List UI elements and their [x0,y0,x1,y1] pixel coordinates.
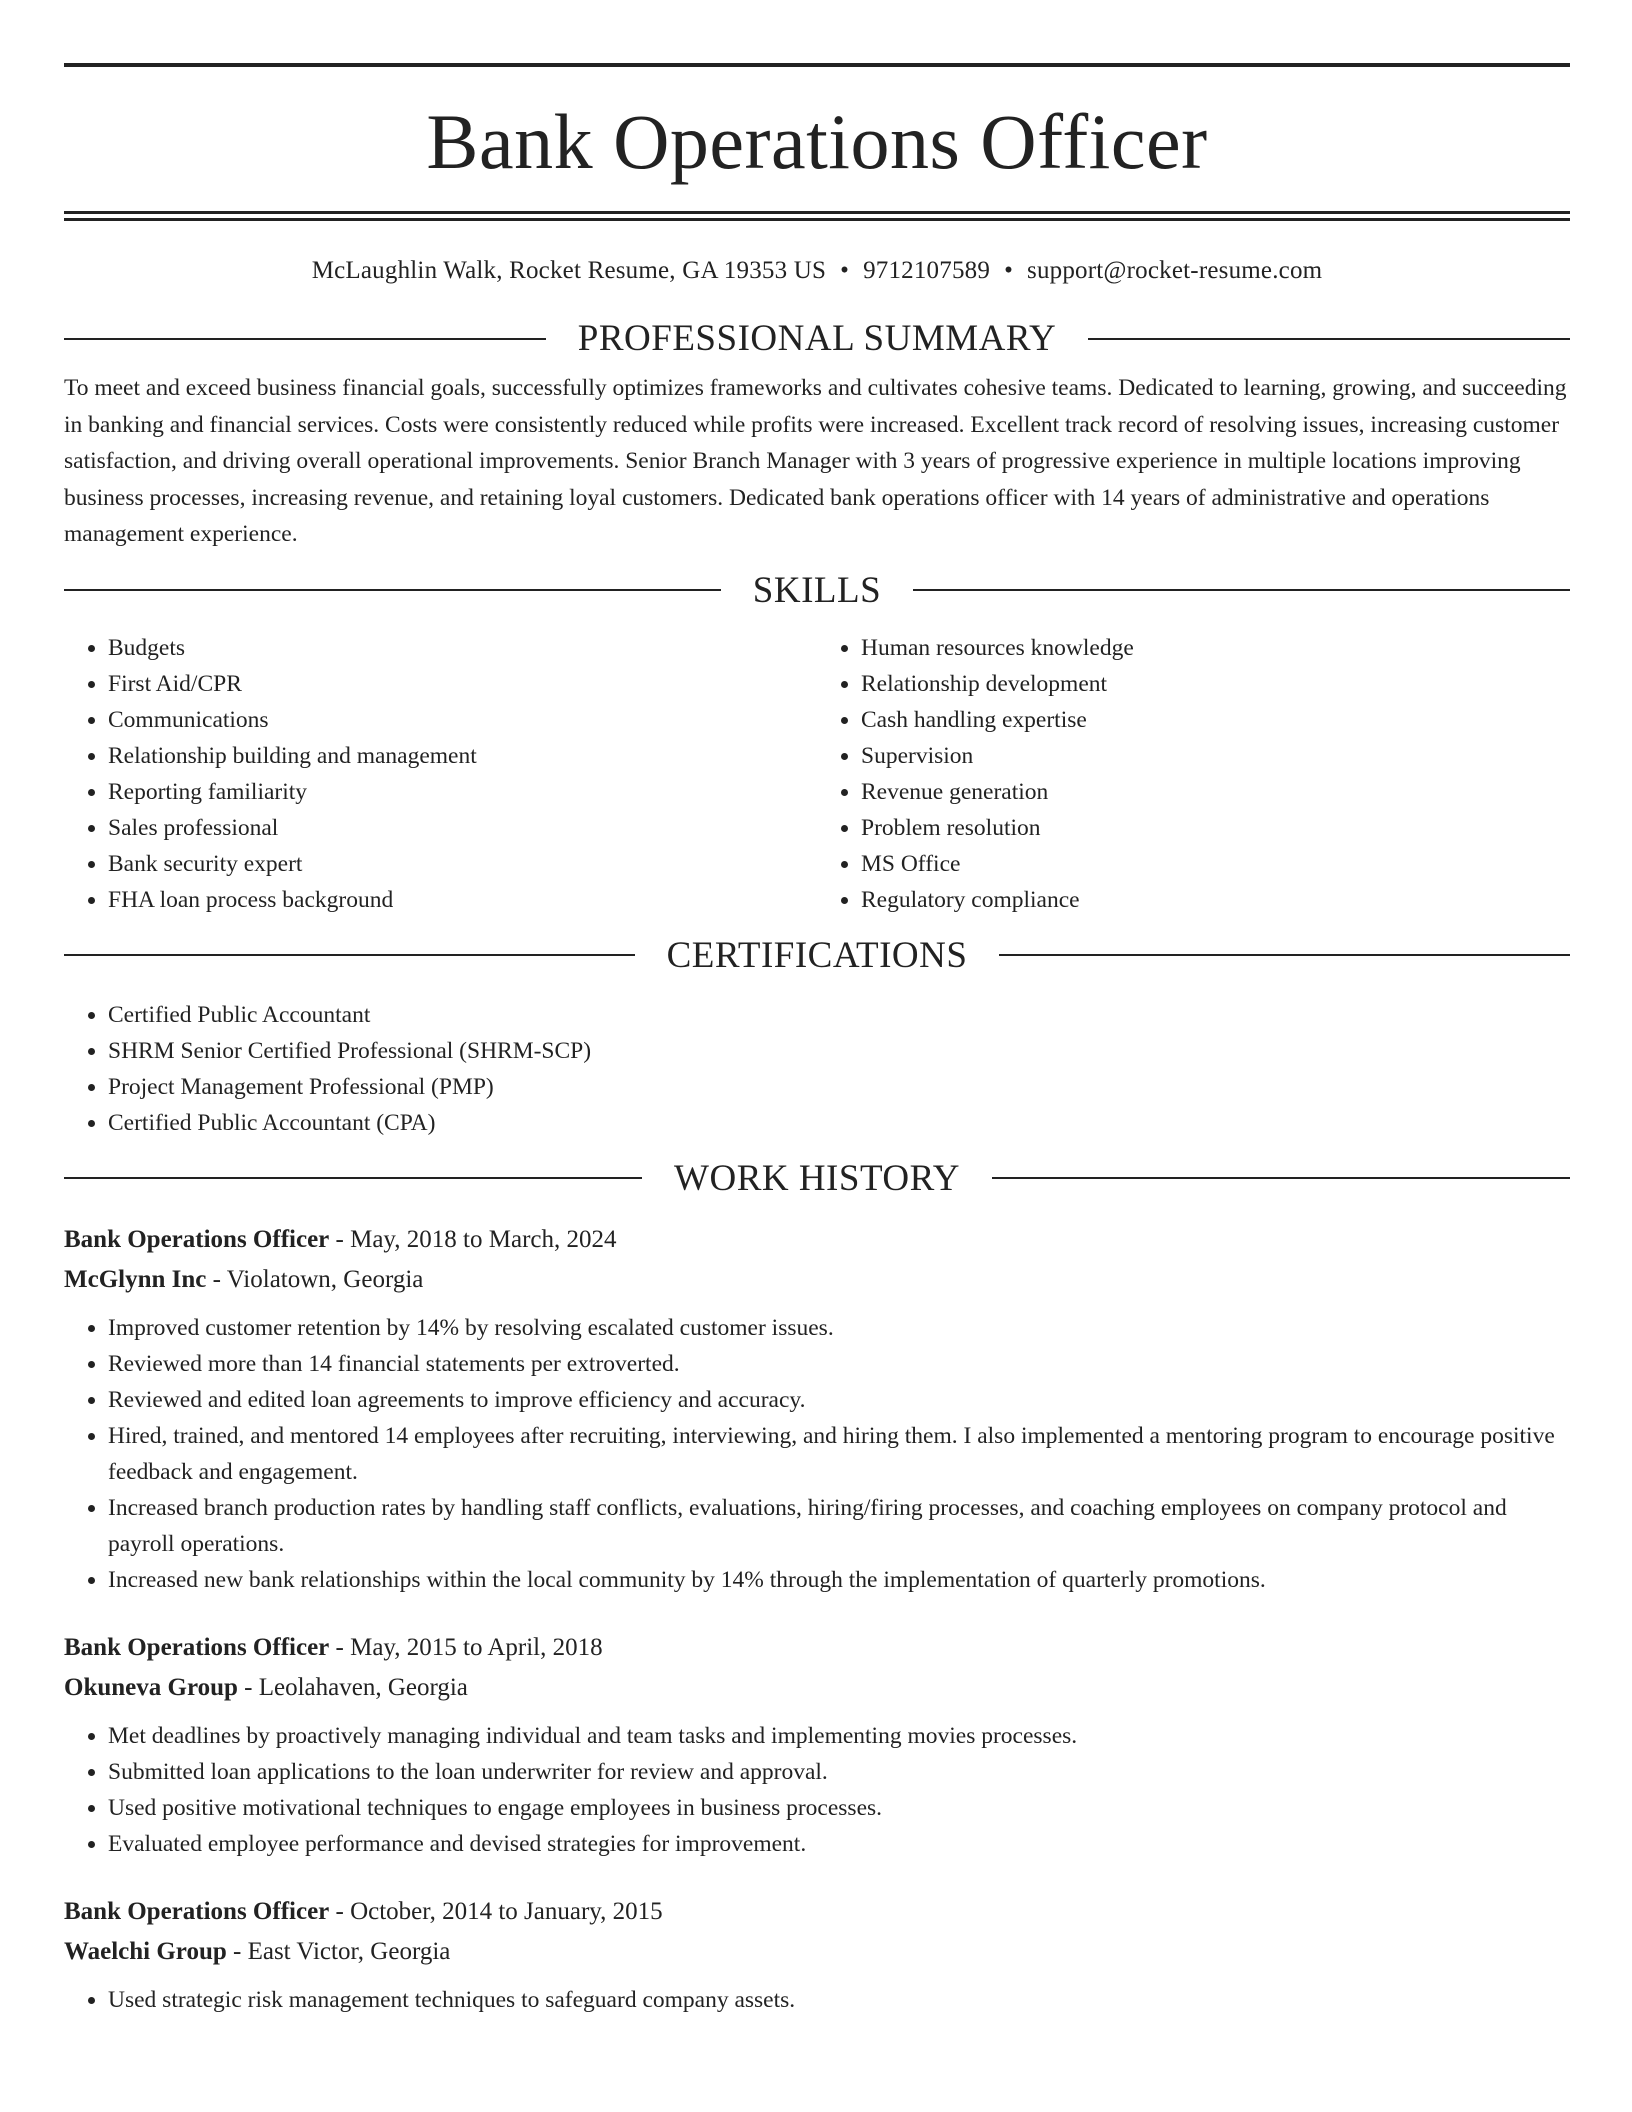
skill-item: • First Aid/CPR [108,666,817,702]
skills-list-left [64,630,817,918]
contact-address: McLaughlin Walk, Rocket Resume, GA 19353 US [311,257,827,284]
heading-rule-left [64,954,635,956]
job-bullet: • Reviewed and edited loan agreements to improve efficiency and accuracy. [108,1382,1570,1418]
job-location: - Leolahaven, Georgia [237,1673,468,1701]
section-title-certifications: CERTIFICATIONS [666,934,968,976]
contact-phone: 9712107589 [863,257,991,284]
job-bullet: • Improved customer retention by 14% by resolving escalated customer issues. [108,1310,1570,1346]
skills-columns [64,630,1570,918]
contact-separator: • [840,257,850,284]
contact-separator: • [1004,257,1014,284]
job-entry [64,1628,1570,1862]
skill-item: • Relationship development [861,666,1570,702]
job-bullet: • Hired, trained, and mentored 14 employees after recruiting, interviewing, and hiring them. I also implemented a mentoring program to encourage positive feedback and engagement. [108,1418,1570,1490]
job-bullet: • Met deadlines by proactively managing individual and team tasks and implementing movies processes. [108,1718,1570,1754]
heading-rule-right [1088,338,1570,340]
skill-item: • Reporting familiarity [108,774,817,810]
skill-item: • Regulatory compliance [861,882,1570,918]
job-company: Waelchi Group [64,1937,227,1965]
skill-item: • Bank security expert [108,846,817,882]
skill-item: • Cash handling expertise [861,702,1570,738]
job-dates: - May, 2015 to April, 2018 [329,1633,603,1661]
heading-rule-right [992,1177,1570,1179]
job-company-line [64,1260,1570,1300]
job-bullet: • Reviewed more than 14 financial statements per extroverted. [108,1346,1570,1382]
job-title: Bank Operations Officer [64,1633,330,1661]
section-heading-skills [64,569,1570,612]
skill-item: • Budgets [108,630,817,666]
job-title: Bank Operations Officer [64,1225,330,1253]
work-history-list [64,1220,1570,2018]
section-heading-summary [64,317,1570,360]
top-rule [64,63,1570,67]
resume-title: Bank Operations Officer [426,98,1208,185]
certification-item: • Certified Public Accountant [108,997,1570,1033]
section-title-summary: PROFESSIONAL SUMMARY [577,318,1057,359]
job-company-line [64,1932,1570,1972]
job-bullet: • Evaluated employee performance and devised strategies for improvement. [108,1826,1570,1862]
heading-rule-left [64,589,721,591]
skill-item: • Supervision [861,738,1570,774]
section-heading-work-history [64,1157,1570,1200]
job-company-line [64,1668,1570,1708]
job-bullet: • Increased new bank relationships within the local community by 14% through the implementation of quarterly promotions. [108,1562,1570,1598]
job-entry [64,1892,1570,2018]
resume-page [64,63,1570,2018]
section-title-work-history: WORK HISTORY [674,1157,960,1199]
skill-item: • MS Office [861,846,1570,882]
section-heading-certifications [64,934,1570,977]
title-double-rule [64,211,1570,221]
heading-rule-left [64,338,546,340]
job-bullet-list [64,1310,1570,1598]
job-dates: - October, 2014 to January, 2015 [329,1897,663,1925]
skill-item: • Communications [108,702,817,738]
skill-item: • Relationship building and management [108,738,817,774]
skill-item: • Sales professional [108,810,817,846]
job-location: - East Victor, Georgia [226,1937,451,1965]
job-dates: - May, 2018 to March, 2024 [329,1225,617,1253]
job-bullet-list [64,1982,1570,2018]
job-title-line [64,1220,1570,1260]
heading-rule-left [64,1177,642,1179]
job-company: Okuneva Group [64,1673,238,1701]
skill-item: • Problem resolution [861,810,1570,846]
skill-item: • Revenue generation [861,774,1570,810]
job-title-line [64,1892,1570,1932]
job-company: McGlynn Inc [64,1265,207,1293]
job-bullet: • Used strategic risk management techniques to safeguard company assets. [108,1982,1570,2018]
certifications-list [64,997,1570,1141]
heading-rule-right [999,954,1570,956]
summary-text: To meet and exceed business financial goals, successfully optimizes frameworks and cultivates cohesive teams. Dedicated to learning, growing, and succeeding in banking and financial services. Costs were consistently reduced while profits were increased. Excellent track record of resolving issues, increasing customer satisfaction, and driving overall operational improvements. Senior Branch Manager with 3 years of progressive experience in multiple locations improving business processes, increasing revenue, and retaining loyal customers. Dedicated bank operations officer with 14 years of administrative and operations management experience. [64,375,1567,547]
contact-email: support@rocket-resume.com [1027,257,1323,284]
job-entry [64,1220,1570,1598]
job-bullet: • Used positive motivational techniques to engage employees in business processes. [108,1790,1570,1826]
skill-item: • FHA loan process background [108,882,817,918]
certification-item: • Project Management Professional (PMP) [108,1069,1570,1105]
job-title-line [64,1628,1570,1668]
job-bullet-list [64,1718,1570,1862]
certification-item: • SHRM Senior Certified Professional (SHRM-SCP) [108,1033,1570,1069]
job-bullet: • Submitted loan applications to the loan underwriter for review and approval. [108,1754,1570,1790]
contact-line [64,257,1570,285]
heading-rule-right [913,589,1570,591]
section-title-skills: SKILLS [752,569,882,611]
job-location: - Violatown, Georgia [206,1265,424,1293]
skill-item: • Human resources knowledge [861,630,1570,666]
job-bullet: • Increased branch production rates by handling staff conflicts, evaluations, hiring/firing processes, and coaching employees on company protocol and payroll operations. [108,1490,1570,1562]
job-title: Bank Operations Officer [64,1897,330,1925]
skills-list-right [817,630,1570,918]
certification-item: • Certified Public Accountant (CPA) [108,1105,1570,1141]
